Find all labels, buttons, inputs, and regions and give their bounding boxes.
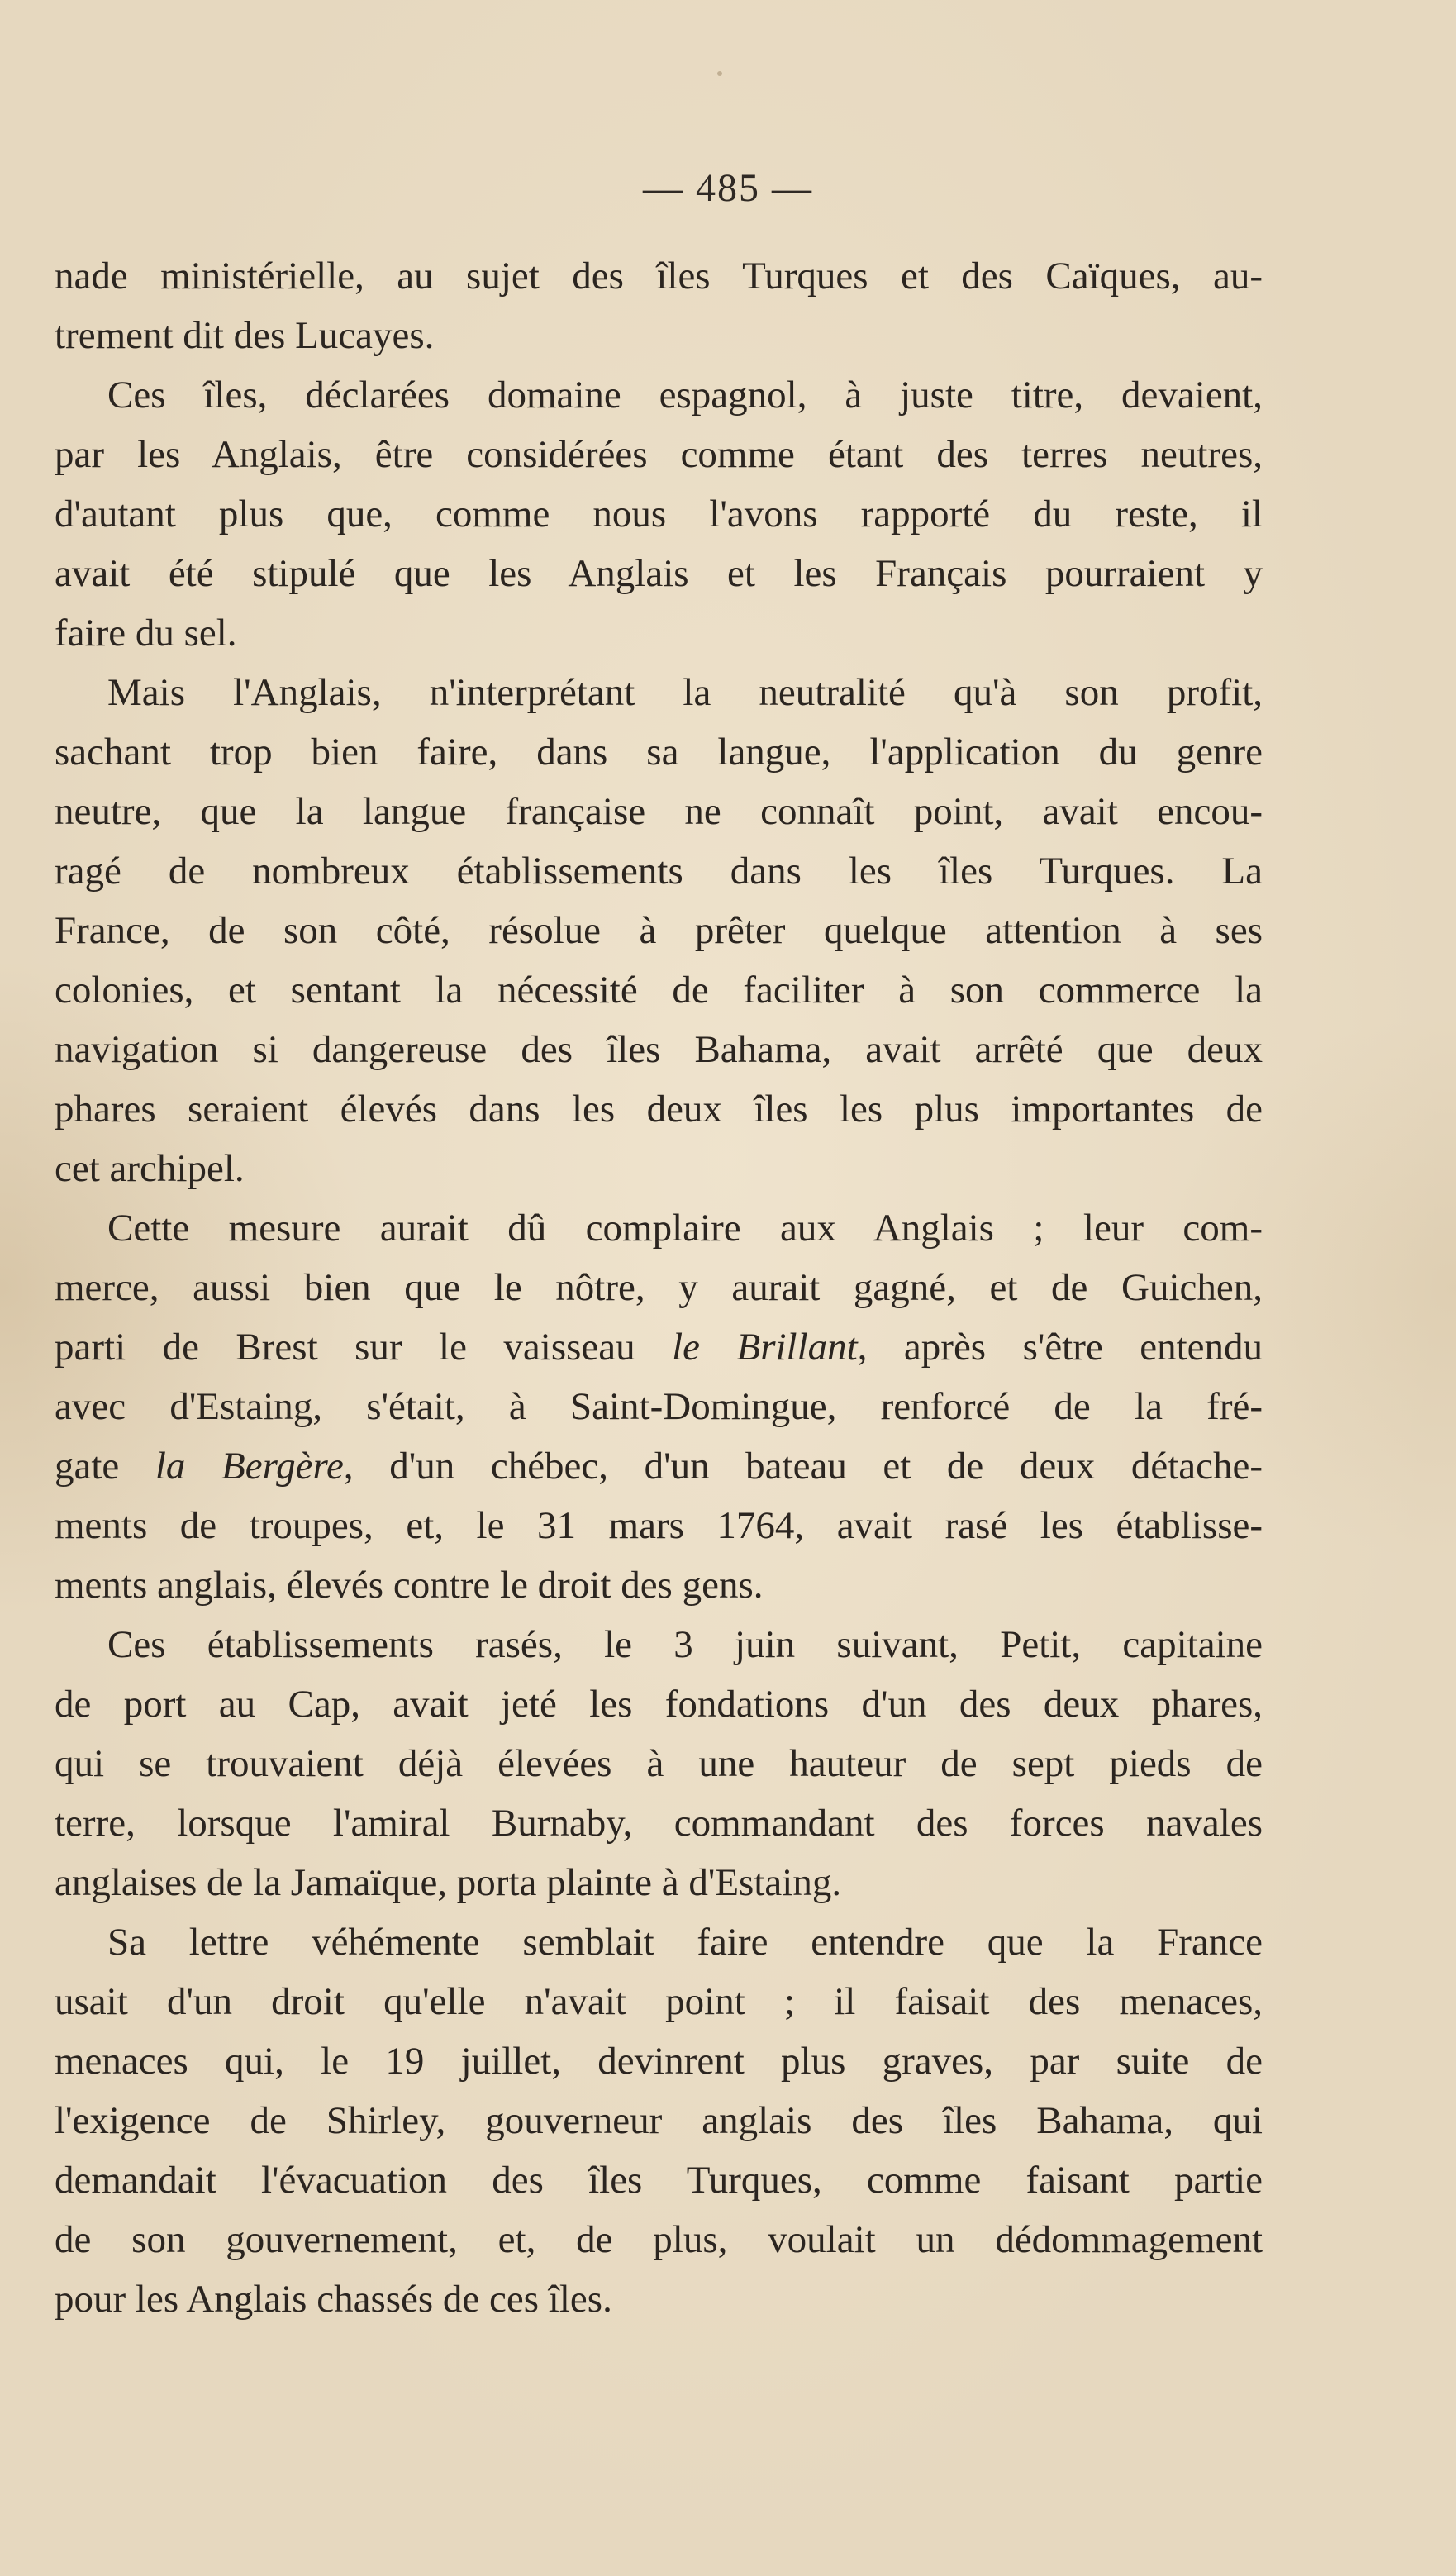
text-line: par les Anglais, être considérées comme étant des terres neutres,: [55, 433, 1263, 476]
text-line: phares seraient élevés dans les deux îles les plus importantes de: [55, 1088, 1263, 1131]
text-line: terre, lorsque l'amiral Burnaby, commandant des forces navales: [55, 1802, 1263, 1845]
text-line: avait été stipulé que les Anglais et les Français pourraient y: [55, 552, 1263, 595]
ship-name: la Bergère: [155, 1445, 344, 1488]
text-line: Ces îles, déclarées domaine espagnol, à juste titre, devaient,: [107, 374, 1263, 417]
text-line: usait d'un droit qu'elle n'avait point ; il faisait des menaces,: [55, 1980, 1263, 2023]
text-line: pour les Anglais chassés de ces îles.: [55, 2278, 612, 2321]
text-line: ments de troupes, et, le 31 mars 1764, avait rasé les établisse-: [55, 1504, 1263, 1547]
text-line: faire du sel.: [55, 612, 237, 655]
text-line: de port au Cap, avait jeté les fondations d'un des deux phares,: [55, 1683, 1263, 1726]
text-line: parti de Brest sur le vaisseau le Brillant, après s'être entendu: [55, 1326, 1263, 1369]
text-line: trement dit des Lucayes.: [55, 314, 435, 357]
text-line: colonies, et sentant la nécessité de faciliter à son commerce la: [55, 969, 1263, 1012]
text-line: menaces qui, le 19 juillet, devinrent plus graves, par suite de: [55, 2040, 1263, 2083]
text-line: avec d'Estaing, s'était, à Saint-Domingue, renforcé de la fré-: [55, 1385, 1263, 1428]
text-line: gate la Bergère, d'un chébec, d'un bateau et de deux détache-: [55, 1445, 1263, 1488]
text-line: ments anglais, élevés contre le droit des gens.: [55, 1564, 764, 1607]
text-line: Ces établissements rasés, le 3 juin suivant, Petit, capitaine: [107, 1623, 1263, 1666]
text-line: cet archipel.: [55, 1147, 245, 1190]
text-line: l'exigence de Shirley, gouverneur anglais des îles Bahama, qui: [55, 2099, 1263, 2142]
text-line: navigation si dangereuse des îles Bahama, avait arrêté que deux: [55, 1028, 1263, 1071]
text-line: Cette mesure aurait dû complaire aux Anglais ; leur com-: [107, 1207, 1263, 1250]
paper-spot: [717, 71, 722, 76]
text-line: demandait l'évacuation des îles Turques, comme faisant partie: [55, 2159, 1263, 2202]
text-line: de son gouvernement, et, de plus, voulait un dédommagement: [55, 2218, 1263, 2261]
text-line: Mais l'Anglais, n'interprétant la neutralité qu'à son profit,: [107, 671, 1263, 714]
page-number: — 485 —: [643, 166, 813, 210]
text-line: France, de son côté, résolue à prêter quelque attention à ses: [55, 909, 1263, 952]
text-line: ragé de nombreux établissements dans les îles Turques. La: [55, 850, 1263, 893]
text-line: d'autant plus que, comme nous l'avons rapporté du reste, il: [55, 493, 1263, 536]
text-line: nade ministérielle, au sujet des îles Turques et des Caïques, au-: [55, 255, 1263, 298]
text-line: anglaises de la Jamaïque, porta plainte à d'Estaing.: [55, 1861, 842, 1904]
text-line: neutre, que la langue française ne connaît point, avait encou-: [55, 790, 1263, 833]
text-line: merce, aussi bien que le nôtre, y aurait gagné, et de Guichen,: [55, 1266, 1263, 1309]
text-line: Sa lettre véhémente semblait faire entendre que la France: [107, 1921, 1263, 1964]
ship-name: le Brillant: [672, 1326, 858, 1369]
text-line: qui se trouvaient déjà élevées à une hauteur de sept pieds de: [55, 1742, 1263, 1785]
body-text: [55, 246, 1263, 2329]
text-line: sachant trop bien faire, dans sa langue, l'application du genre: [55, 731, 1263, 774]
